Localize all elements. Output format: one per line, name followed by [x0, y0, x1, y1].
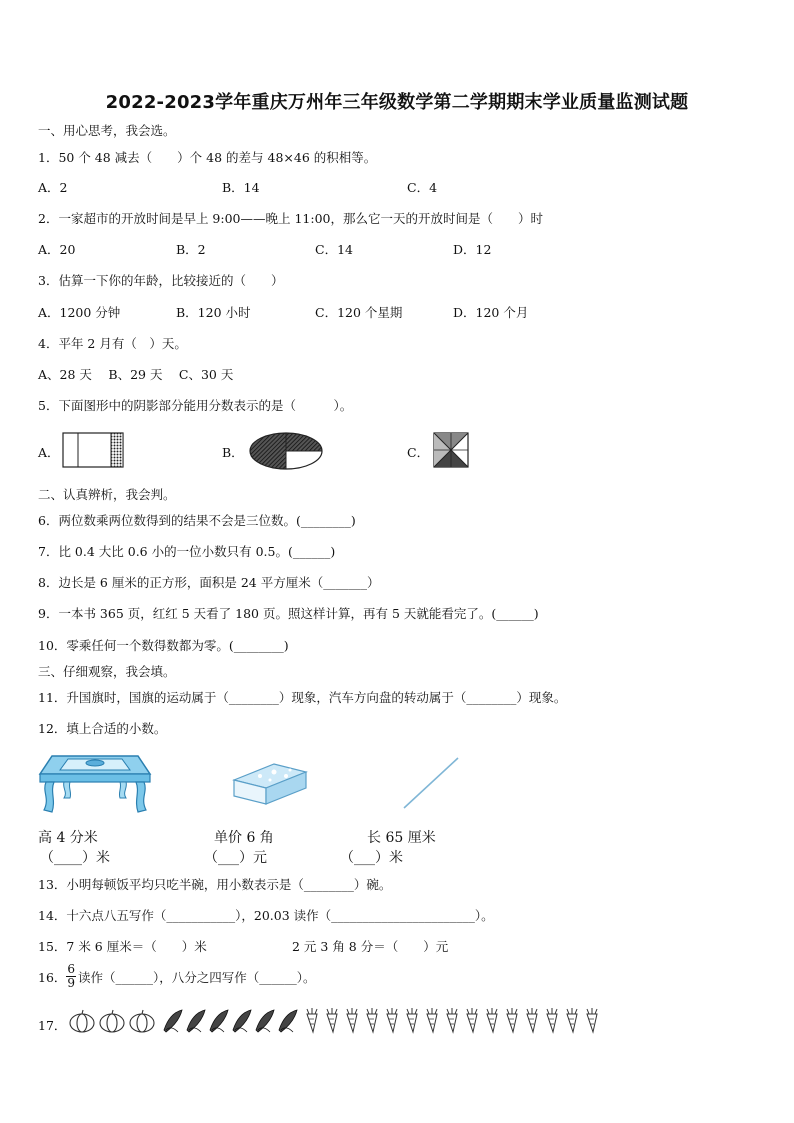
- q3-option-c: C．120 个星期: [315, 305, 403, 320]
- fraction-denominator: 9: [67, 976, 76, 990]
- page-title: 2022-2023学年重庆万州年三年级数学第二学期期末学业质量监测试题: [105, 92, 689, 113]
- q2-option-b: B．2: [176, 242, 206, 257]
- q3-option-b: B．120 小时: [176, 305, 251, 320]
- vegetable-picture-row: [68, 1008, 602, 1034]
- q1-option-c: C．4: [407, 180, 438, 195]
- table-height-caption: 高 4 分米: [38, 830, 98, 846]
- q2-option-a: A．20: [38, 242, 76, 257]
- carrot-icon: [302, 1008, 602, 1034]
- section-heading-choice: 一、用心思考，我会选。: [38, 123, 176, 138]
- question-16: [38, 963, 316, 990]
- question-6: 6．两位数乘两位数得到的结果不会是三位数。(________): [38, 513, 356, 528]
- rectangle-shaded-figure: [62, 432, 124, 468]
- square-triangles-figure: [433, 432, 469, 468]
- fraction-six-ninths: [66, 963, 76, 990]
- stick-length-caption: 长 65 厘米: [367, 830, 436, 846]
- question-16-text: 读作（______），八分之四写作（______）。: [78, 969, 316, 985]
- q1-option-a: A．2: [38, 180, 68, 195]
- table-height-answer: （____）米: [40, 850, 110, 866]
- q3-option-d: D．120 个月: [453, 305, 529, 320]
- question-13: 13．小明每顿饭平均只吃半碗，用小数表示是（________）碗。: [38, 877, 392, 892]
- eraser-price-caption: 单价 6 角: [214, 830, 274, 846]
- q4-options: A、28 天 B、29 天 C、30 天: [38, 367, 234, 382]
- question-11: 11．升国旗时，国旗的运动属于（________）现象，汽车方向盘的转动属于（________）现象。: [38, 690, 567, 705]
- section-heading-judge: 二、认真辨析，我会判。: [38, 487, 176, 502]
- question-17-label: 17．: [38, 1018, 67, 1033]
- eraser-price-answer: （___）元: [204, 850, 267, 866]
- q3-option-a: A．1200 分钟: [38, 305, 121, 320]
- question-15-right: 2 元 3 角 8 分＝（ ）元: [292, 939, 449, 954]
- question-14: 14．十六点八五写作（___________），20.03 读作（_______________________）。: [38, 908, 494, 923]
- question-5: 5．下面图形中的阴影部分能用分数表示的是（ ）。: [38, 398, 353, 413]
- q5-option-a: A．: [38, 445, 60, 460]
- pumpkin-icon: [68, 1008, 158, 1034]
- stick-picture: [400, 754, 464, 812]
- q5-option-b: B．: [222, 445, 244, 460]
- q2-option-d: D．12: [453, 242, 492, 257]
- fraction-numerator: 6: [67, 962, 76, 976]
- question-16-label: 16．: [38, 969, 67, 985]
- question-12: 12．填上合适的小数。: [38, 721, 167, 736]
- eraser-picture: [230, 760, 310, 808]
- table-picture: [34, 750, 154, 820]
- section-heading-fill: 三、仔细观察，我会填。: [38, 664, 176, 679]
- question-3: 3．估算一下你的年龄，比较接近的（ ）: [38, 273, 284, 288]
- question-4: 4．平年 2 月有（ ）天。: [38, 336, 187, 351]
- question-2: 2．一家超市的开放时间是早上 9:00——晚上 11:00，那么它一天的开放时间是（ ）时: [38, 211, 543, 226]
- question-10: 10．零乘任何一个数得数都为零。(________): [38, 638, 289, 653]
- stick-length-answer: （___）米: [340, 850, 403, 866]
- question-9: 9．一本书 365 页，红红 5 天看了 180 页。照这样计算，再有 5 天就能看完了。(______): [38, 606, 539, 621]
- q5-option-c: C．: [407, 445, 430, 460]
- q2-option-c: C．14: [315, 242, 353, 257]
- question-1: 1．50 个 48 减去（ ）个 48 的差与 48×46 的积相等。: [38, 150, 377, 165]
- question-15-left: 15．7 米 6 厘米＝（ ）米: [38, 939, 207, 954]
- q1-option-b: B．14: [222, 180, 260, 195]
- corn-icon: [160, 1008, 300, 1034]
- question-7: 7．比 0.4 大比 0.6 小的一位小数只有 0.5。(______): [38, 544, 336, 559]
- ellipse-shaded-figure: [248, 431, 324, 471]
- question-8: 8．边长是 6 厘米的正方形，面积是 24 平方厘米（_______）: [38, 575, 380, 590]
